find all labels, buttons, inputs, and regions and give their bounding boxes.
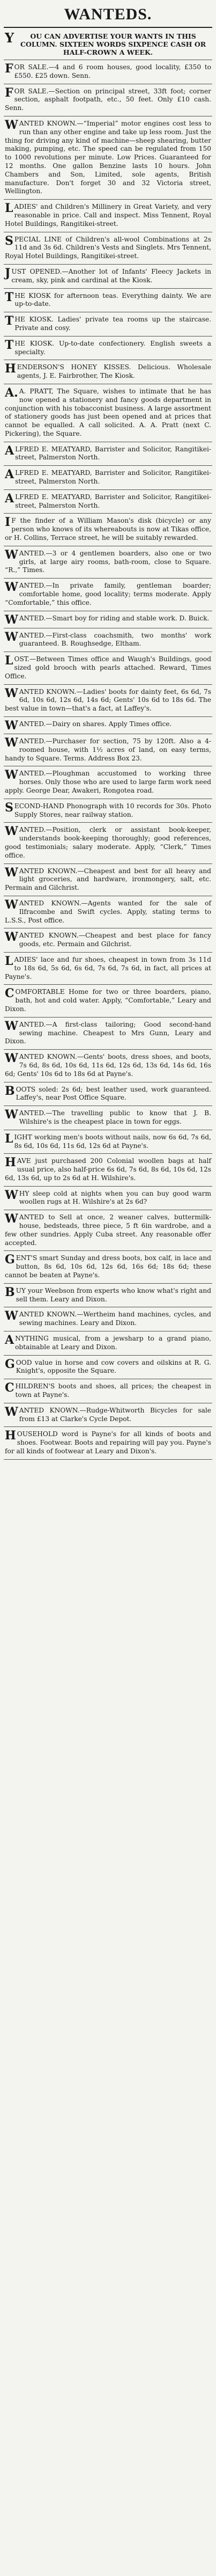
classified-ad: HENDERSON'S HONEY KISSES. Delicious. Wholesale agents, J. E. Fairbrother, The Kiosk. <box>4 360 212 384</box>
classified-ad: THE KIOSK. Ladies' private tea rooms up the staircase. Private and cosy. <box>4 312 212 336</box>
classified-ad: BOOTS soled: 2s 6d; best leather used, work guaranteed. Laffey's, near Post Office Square. <box>4 1082 212 1107</box>
classified-ad: THE KIOSK for afternoon teas. Everything dainty. We are up-to-date. <box>4 289 212 313</box>
classified-ad: CHILDREN'S boots and shoes, all prices; the cheapest in town at Payne's. <box>4 1379 212 1403</box>
classified-ad: WANTED KNOWN.—“Imperial” motor engines cost less to run than any other engine and take up less room. Just the thing for driving any kind of machine—sheep shearing, butter making, pumping, etc. The speed can be regulated from 150 to 1000 revolutions per minute. Low Prices. Guaranteed for 12 months. One gallon Benzine lasts 10 hours. John Chambers and Son, Limited, sole agents, British manufacture. Don't forget 30 and 32 Victoria street, Wellington. <box>4 116 212 200</box>
classified-ad: A.A. PRATT, The Square, wishes to intimate that he has now opened a stationery and fancy goods department in conjunction with his tobacconist business. A large assortment of stationery goods has just been opened and at prices that cannot be equalled. A call solicited. A. A. Pratt (next C. Pickering), the Square. <box>4 384 212 442</box>
classified-ad: WANTED KNOWN.—Agents wanted for the sale of Ilfracombe and Swift cycles. Apply, stating terms to L.S.S., Post office. <box>4 896 212 928</box>
classified-ad: WANTED.—Smart boy for riding and stable work. D. Buick. <box>4 611 212 628</box>
column-intro-notice: YOU CAN ADVERTISE YOUR WANTS IN THIS COLUMN. SIXTEEN WORDS SIXPENCE CASH OR HALF-CROWN A WEEK. <box>4 29 212 60</box>
classified-ad: WANTED.—First-class coachsmith, two months' work guaranteed. B. Roughsedge, Eltham. <box>4 628 212 653</box>
classified-ad: WANTED.—In private family, gentleman boarder; comfortable home, good locality; terms moderate. Apply “Comfortable,” this office. <box>4 579 212 611</box>
classified-ad: SECOND-HAND Phonograph with 10 records for 30s. Photo Supply Stores, near railway station. <box>4 799 212 823</box>
classified-ad: COMFORTABLE Home for two or three boarders, piano, bath, hot and cold water. Apply, “Comfortable,” Leary and Dixon. <box>4 985 212 1017</box>
classified-ad: LADIES' and Children's Millinery in Great Variety, and very reasonable in price. Call and inspect. Miss Tennent, Royal Hotel Buildings, Rangitikei-street. <box>4 200 212 232</box>
classified-ad: ALFRED E. MEATYARD, Barrister and Solicitor, Rangitikei-street, Palmerston North. <box>4 466 212 490</box>
classified-ad: HAVE just purchased 200 Colonial woollen bags at half usual price, also half-price 6s 6d, 7s 6d, 8s 6d, 10s 6d, 12s 6d, 13s 6d, up to 2s 6d at H. Wilshire's. <box>4 1154 212 1186</box>
classified-ad: WANTED to Sell at once, 2 weaner calves, buttermilk-house, bedsteads, three piece, 5 ft 6in wardrobe, and a few other sundries. Apply Cuba street. Any reasonable offer accepted. <box>4 1210 212 1251</box>
classified-ad: GENT'S smart Sunday and dress boots, box calf, in lace and button, 8s 6d, 10s 6d, 12s 6d, 16s 6d; 18s 6d; these cannot be beaten at Payne's. <box>4 1251 212 1283</box>
classified-ad: THE KIOSK. Up-to-date confectionery. English sweets a specialty. <box>4 336 212 361</box>
classified-ad: WANTED KNOWN.—Rudge-Whitworth Bicycles for sale from £13 at Clarke's Cycle Depot. <box>4 1403 212 1428</box>
classified-ad: GOOD value in horse and cow covers and oilskins at R. G. Knight's, opposite the Square. <box>4 1356 212 1380</box>
classified-ad: WANTED.—3 or 4 gentlemen boarders, also one or two girls, at large airy rooms, bath-room, close to Square. “R.,” Times. <box>4 546 212 579</box>
classified-ad: HOUSEHOLD word is Payne's for all kinds of boots and shoes. Footwear. Boots and repairing will pay you. Payne's for all kinds of footwear at Leary and Dixon's. <box>4 1427 212 1459</box>
classified-ad: ALFRED E. MEATYARD, Barrister and Solicitor, Rangitikei-street, Palmerston North. <box>4 490 212 514</box>
classified-ad: SPECIAL LINE of Children's all-wool Combinations at 2s 11d and 3s 6d. Children's Vests and Singlets. Mrs Tennent, Royal Hotel Buildings, Rangitikei-street. <box>4 232 212 265</box>
classified-ad: LADIES' lace and fur shoes, cheapest in town from 3s 11d to 18s 6d, 5s 6d, 6s 6d, 7s 6d, 7s 6d, in fact, all prices at Payne's. <box>4 953 212 985</box>
classified-ads-column <box>4 29 212 1460</box>
classified-ad: WHY sleep cold at nights when you can buy good warm woollen rugs at H. Wilshire's at 2s 6d? <box>4 1187 212 1211</box>
classified-ad: BUY your Weebson from experts who know what's right and sell them. Leary and Dixon. <box>4 1284 212 1308</box>
classified-ad: LIGHT working men's boots without nails, now 6s 6d, 7s 6d, 8s 6d, 10s 6d, 11s 6d, 12s 6d at Payne's. <box>4 1130 212 1154</box>
classified-ad: LOST.—Between Times office and Waugh's Buildings, good sized gold brooch with pearls attached. Reward, Times Office. <box>4 652 212 684</box>
classified-ad: WANTED KNOWN.—Cheapest and best place for fancy goods, etc. Permain and Gilchrist. <box>4 928 212 953</box>
classified-ad: ANYTHING musical, from a jewsharp to a grand piano, obtainable at Leary and Dixon. <box>4 1331 212 1356</box>
classified-ad: WANTED.—Purchaser for section, 75 by 120ft. Also a 4-roomed house, with 1½ acres of land, on easy terms, handy to Square. Terms. Address Box 23. <box>4 734 212 766</box>
classified-ad: WANTED.—A first-class tailoring; Good second-hand sewing machine. Cheapest to Mrs Gunn, Leary and Dixon. <box>4 1018 212 1050</box>
classified-ad: WANTED.—Ploughman accustomed to working three horses. Only those who are used to large farm work need apply. George Dear, Awakeri, Rongotea road. <box>4 766 212 799</box>
classified-ad: ALFRED E. MEATYARD, Barrister and Solicitor, Rangitikei-street, Palmerston North. <box>4 442 212 466</box>
classified-ad: WANTED KNOWN.—Gents' boots, dress shoes, and boots, 7s 6d, 8s 6d, 10s 6d, 11s 6d, 12s 6d, 13s 6d, 14s 6d, 16s 6d; Gents' 10s 6d to 18s 6d at Payne's. <box>4 1050 212 1082</box>
classified-ad: WANTED.—The travelling public to know that J. B. Wilshire's is the cheapest place in town for eggs. <box>4 1106 212 1130</box>
classified-ad: JUST OPENED.—Another lot of Infants' Fleecy Jackets in cream, sky, pink and cardinal at the Kiosk. <box>4 265 212 289</box>
classified-ad: IF the finder of a William Mason's disk (bicycle) or any person who knows of its whereabouts is now at Tikas office, or H. Collins, Terrace street, he will be suitably rewarded. <box>4 514 212 546</box>
classified-ad: WANTED KNOWN.—Cheapest and best for all heavy and light groceries, and hardware, ironmongery, salt, etc. Permain and Gilchrist. <box>4 864 212 896</box>
classified-ad: WANTED KNOWN.—Ladies' boots for dainty feet, 6s 6d, 7s 6d, 10s 6d, 12s 6d, 14s 6d; Gents' 10s 6d to 18s 6d. The best value in town—that's a fact, at Laffey's. <box>4 685 212 717</box>
column-title: WANTEDS. <box>64 5 152 23</box>
classified-ad: FOR SALE.—4 and 6 room houses, good locality, £350 to £550. £25 down. Senn. <box>4 60 212 84</box>
classified-ad: FOR SALE.—Section on principal street, 33ft foot; corner section, asphalt footpath, etc., 50 feet. Only £10 cash. Senn. <box>4 84 212 116</box>
classified-ad: WANTED.—Dairy on shares. Apply Times office. <box>4 717 212 734</box>
column-masthead <box>4 4 212 28</box>
classified-ad: WANTED.—Position, clerk or assistant book-keeper, understands book-keeping thoroughly; good references, good testimonials; salary moderate. Apply, “Clerk,” Times office. <box>4 823 212 863</box>
classified-ad: WANTED KNOWN.—Wertheim hand machines, cycles, and sewing machines. Leary and Dixon. <box>4 1307 212 1331</box>
